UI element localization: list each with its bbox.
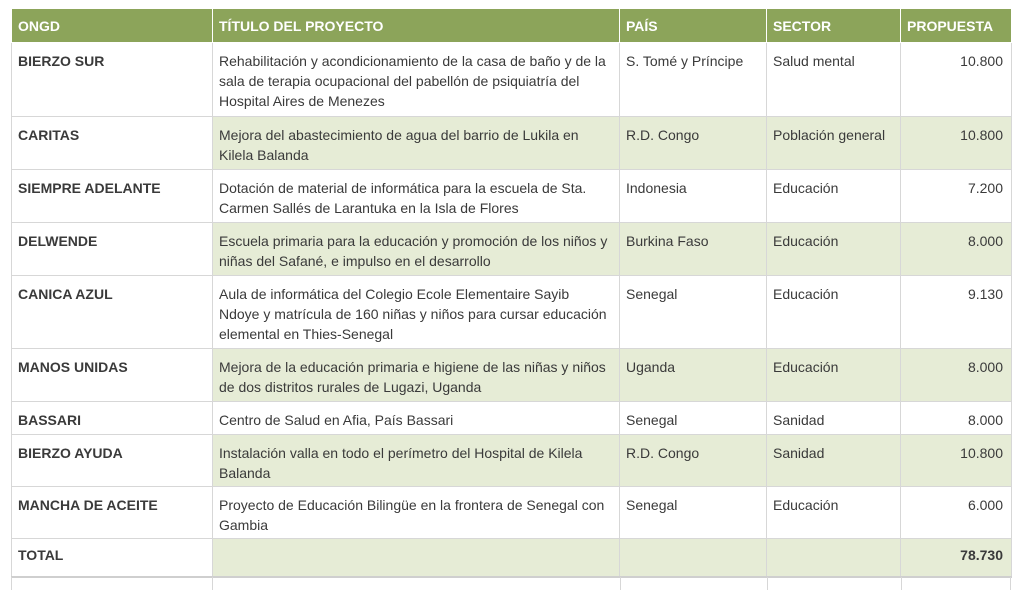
table-row bbox=[12, 43, 1012, 117]
cell-titulo: Mejora del abastecimiento de agua del barrio de Lukila en Kilela Balanda bbox=[213, 117, 620, 170]
total-empty-titulo bbox=[213, 539, 620, 578]
cell-sector: Sanidad bbox=[767, 402, 901, 435]
cell-propuesta: 8.000 bbox=[901, 349, 1012, 402]
cell-ongd: BASSARI bbox=[12, 402, 213, 435]
cell-propuesta: 10.800 bbox=[901, 43, 1012, 117]
cell-titulo: Escuela primaria para la educación y promoción de los niños y niñas del Safané, e impulso en el desarrollo bbox=[213, 223, 620, 276]
cell-propuesta: 8.000 bbox=[901, 223, 1012, 276]
cell-pais: R.D. Congo bbox=[620, 435, 767, 487]
total-empty-pais bbox=[620, 539, 767, 578]
cell-ongd: DELWENDE bbox=[12, 223, 213, 276]
cell-sector: Educación bbox=[767, 276, 901, 349]
cell-sector: Educación bbox=[767, 223, 901, 276]
cell-pais: S. Tomé y Príncipe bbox=[620, 43, 767, 117]
cell-titulo: Instalación valla en todo el perímetro del Hospital de Kilela Balanda bbox=[213, 435, 620, 487]
cell-titulo: Proyecto de Educación Bilingüe en la frontera de Senegal con Gambia bbox=[213, 487, 620, 539]
cell-pais: Burkina Faso bbox=[620, 223, 767, 276]
cell-propuesta: 6.000 bbox=[901, 487, 1012, 539]
header-pais: PAÍS bbox=[620, 9, 767, 43]
cell-ongd: BIERZO SUR bbox=[12, 43, 213, 117]
table-row bbox=[12, 349, 1012, 402]
total-label: TOTAL bbox=[12, 539, 213, 578]
header-titulo: TÍTULO DEL PROYECTO bbox=[213, 9, 620, 43]
table-row bbox=[12, 276, 1012, 349]
projects-table bbox=[11, 8, 1012, 578]
cell-titulo: Centro de Salud en Afia, País Bassari bbox=[213, 402, 620, 435]
cell-ongd: SIEMPRE ADELANTE bbox=[12, 170, 213, 223]
cell-propuesta: 8.000 bbox=[901, 402, 1012, 435]
cell-pais: Senegal bbox=[620, 487, 767, 539]
cell-sector: Sanidad bbox=[767, 435, 901, 487]
cell-sector: Salud mental bbox=[767, 43, 901, 117]
cell-propuesta: 10.800 bbox=[901, 117, 1012, 170]
header-sector: SECTOR bbox=[767, 9, 901, 43]
total-empty-sector bbox=[767, 539, 901, 578]
cell-ongd: BIERZO AYUDA bbox=[12, 435, 213, 487]
table-row bbox=[12, 170, 1012, 223]
cell-sector: Educación bbox=[767, 349, 901, 402]
table-row bbox=[12, 435, 1012, 487]
cell-sector: Educación bbox=[767, 170, 901, 223]
total-value: 78.730 bbox=[901, 539, 1012, 578]
table-row bbox=[12, 487, 1012, 539]
cell-propuesta: 9.130 bbox=[901, 276, 1012, 349]
table-row bbox=[12, 117, 1012, 170]
cell-pais: Uganda bbox=[620, 349, 767, 402]
header-propuesta: PROPUESTA bbox=[901, 9, 1012, 43]
total-row bbox=[12, 539, 1012, 578]
table-continuation bbox=[11, 577, 1011, 590]
cell-titulo: Rehabilitación y acondicionamiento de la casa de baño y de la sala de terapia ocupacional del pabellón de psiquiatría del Hospital Aires de Menezes bbox=[213, 43, 620, 117]
cell-ongd: MANCHA DE ACEITE bbox=[12, 487, 213, 539]
cell-titulo: Aula de informática del Colegio Ecole Elementaire Sayib Ndoye y matrícula de 160 niñas y niños para cursar educación elemental en Thies-Senegal bbox=[213, 276, 620, 349]
table-row bbox=[12, 223, 1012, 276]
cell-ongd: CANICA AZUL bbox=[12, 276, 213, 349]
cell-pais: Senegal bbox=[620, 402, 767, 435]
cell-pais: R.D. Congo bbox=[620, 117, 767, 170]
table-header-row bbox=[12, 9, 1012, 43]
table-row bbox=[12, 402, 1012, 435]
cell-propuesta: 10.800 bbox=[901, 435, 1012, 487]
cell-pais: Senegal bbox=[620, 276, 767, 349]
cell-pais: Indonesia bbox=[620, 170, 767, 223]
cell-ongd: CARITAS bbox=[12, 117, 213, 170]
cell-propuesta: 7.200 bbox=[901, 170, 1012, 223]
cell-sector: Educación bbox=[767, 487, 901, 539]
header-ongd: ONGD bbox=[12, 9, 213, 43]
cell-ongd: MANOS UNIDAS bbox=[12, 349, 213, 402]
cell-sector: Población general bbox=[767, 117, 901, 170]
cell-titulo: Dotación de material de informática para la escuela de Sta. Carmen Sallés de Larantuka en la Isla de Flores bbox=[213, 170, 620, 223]
cell-titulo: Mejora de la educación primaria e higiene de las niñas y niños de dos distritos rurales de Lugazi, Uganda bbox=[213, 349, 620, 402]
